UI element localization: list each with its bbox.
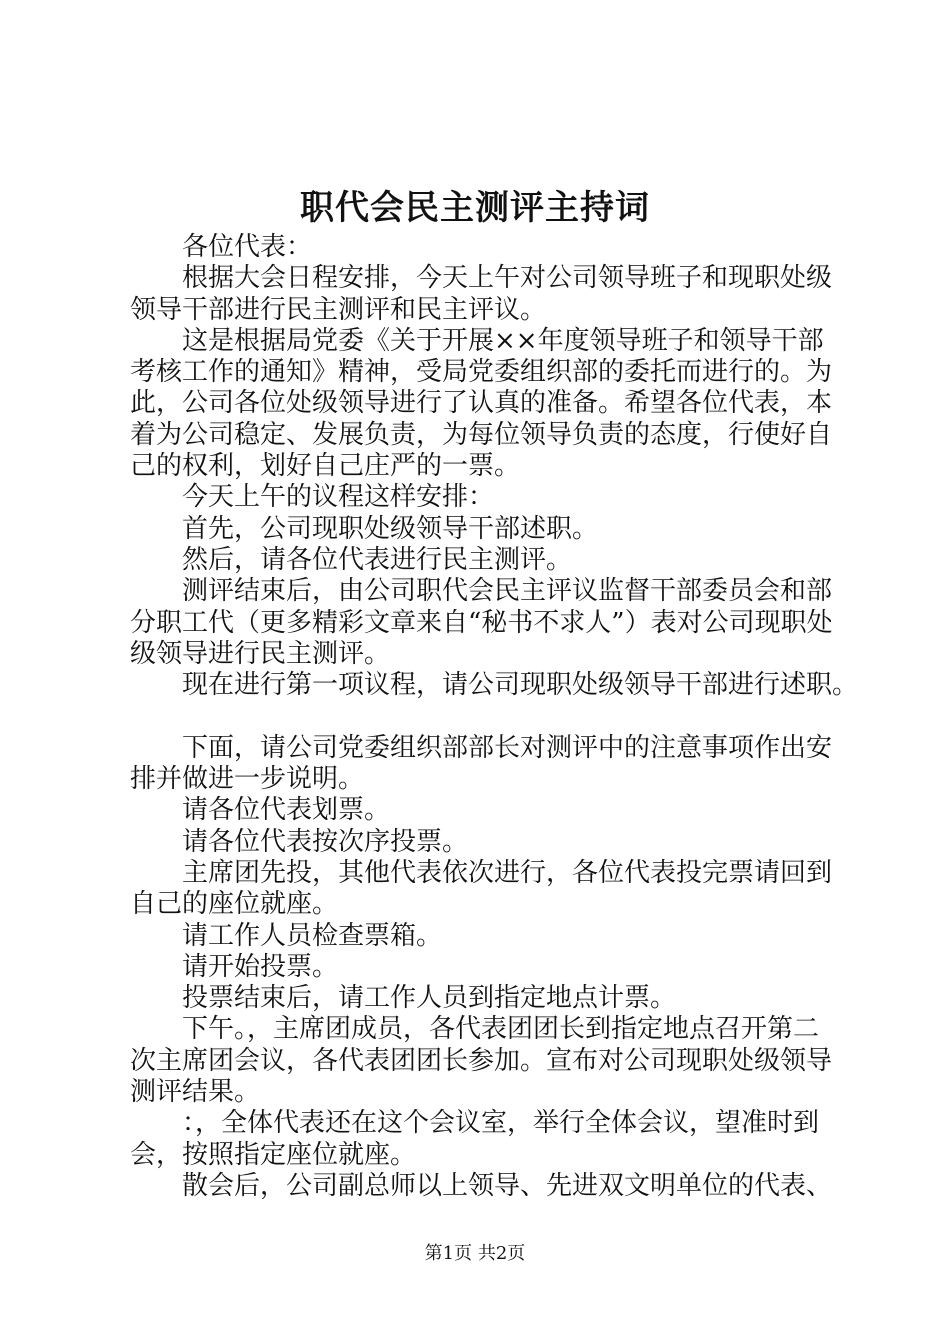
paragraph: ：，全体代表还在这个会议室，举行全体会议，望准时到会，按照指定座位就座。 xyxy=(130,1108,820,1170)
page-number-footer: 第1页 共2页 xyxy=(424,1243,526,1264)
paragraph: 现在进行第一项议程，请公司现职处级领导干部进行述职。 xyxy=(182,670,859,701)
paragraph: 根据大会日程安排，今天上午对公司领导班子和现职处级领导干部进行民主测评和民主评议。 xyxy=(130,263,833,325)
document-title: 职代会民主测评主持词 xyxy=(300,188,650,228)
paragraph: 主席团先投，其他代表依次进行，各位代表投完票请回到自己的座位就座。 xyxy=(130,857,833,920)
paragraph: 测评结束后，由公司职代会民主评议监督干部委员会和部分职工代（更多精彩文章来自“秘书不求人”）表对公司现职处级领导进行民主测评。 xyxy=(130,576,833,669)
paragraph: 请各位代表按次序投票。 xyxy=(182,826,469,857)
paragraph: 今天上午的议程这样安排： xyxy=(182,482,495,513)
paragraph: 这是根据局党委《关于开展××年度领导班子和领导干部考核工作的通知》精神，受局党委组织部的委托而进行的。为此，公司各位处级领导进行了认真的准备。希望各位代表，本着为公司稳定、发展负责，为每位领导负责的态度，行使好自己的权利，划好自己庄严的一票。 xyxy=(130,325,833,482)
paragraph: 然后，请各位代表进行民主测评。 xyxy=(182,544,573,575)
blank-line xyxy=(130,701,835,732)
paragraph-salutation: 各位代表： xyxy=(182,232,313,262)
paragraph: 请工作人员检查票箱。 xyxy=(182,920,443,951)
paragraph: 散会后，公司副总师以上领导、先进双文明单位的代表、 xyxy=(182,1170,833,1201)
paragraph: 投票结束后，请工作人员到指定地点计票。 xyxy=(182,983,677,1014)
paragraph: 下午。，主席团成员，各代表团团长到指定地点召开第二次主席团会议，各代表团团长参加。宣布对公司现职处级领导测评结果。 xyxy=(130,1014,833,1108)
document-body xyxy=(130,232,859,1202)
paragraph: 首先，公司现职处级领导干部述职。 xyxy=(182,513,599,544)
paragraph: 下面，请公司党委组织部部长对测评中的注意事项作出安排并做进一步说明。 xyxy=(130,732,833,795)
paragraph: 请开始投票。 xyxy=(182,951,339,982)
paragraph: 请各位代表划票。 xyxy=(182,795,391,826)
